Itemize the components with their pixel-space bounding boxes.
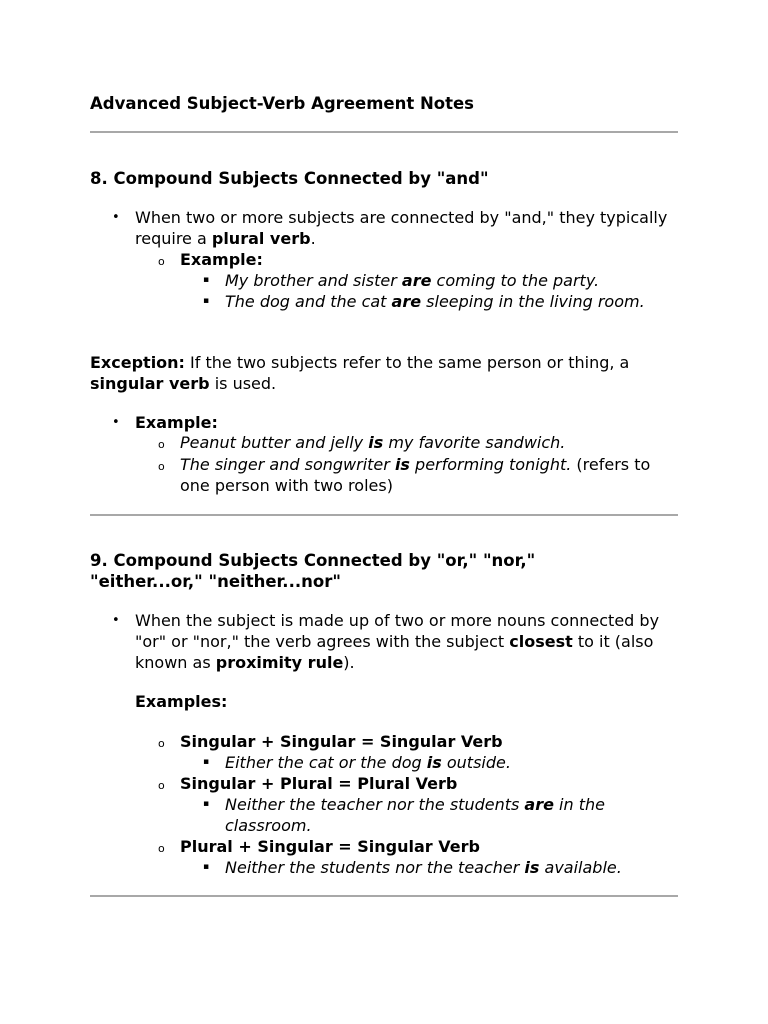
text-fragment: is bbox=[368, 433, 384, 452]
text-fragment: ). bbox=[343, 653, 355, 672]
bullet-marker: o bbox=[158, 842, 165, 855]
text-fragment: outside. bbox=[441, 753, 511, 772]
case-label bbox=[180, 731, 680, 752]
text-fragment: to it (also known as bbox=[135, 632, 654, 672]
text-fragment: are bbox=[391, 292, 422, 311]
bullet-marker: • bbox=[112, 415, 120, 430]
text-fragment: When the subject is made up of two or more nouns connected by "or" or "nor," the verb agrees with the subject bbox=[135, 611, 660, 651]
text-fragment: closest bbox=[509, 632, 573, 651]
text-fragment: coming to the party. bbox=[431, 271, 600, 290]
bullet-marker: ▪ bbox=[203, 862, 210, 872]
bullet-marker: o bbox=[158, 255, 165, 268]
text-fragment: Singular + Singular = Singular Verb bbox=[180, 732, 503, 751]
divider bbox=[90, 895, 678, 897]
text-fragment: Neither the students nor the teacher bbox=[225, 858, 525, 877]
text-fragment: available. bbox=[539, 858, 622, 877]
text-fragment: my favorite sandwich. bbox=[383, 433, 566, 452]
text-fragment: The dog and the cat bbox=[225, 292, 392, 311]
text-fragment: Example: bbox=[135, 413, 218, 432]
text-fragment: are bbox=[401, 271, 432, 290]
text-fragment: Peanut butter and jelly bbox=[180, 433, 369, 452]
example-label bbox=[135, 412, 680, 433]
example-sentence bbox=[225, 291, 680, 312]
bullet-marker: o bbox=[158, 438, 165, 451]
text-fragment: singular verb bbox=[90, 374, 210, 393]
bullet-marker: • bbox=[112, 210, 120, 225]
example-sentence bbox=[180, 432, 680, 453]
text-fragment: My brother and sister bbox=[225, 271, 402, 290]
bullet-marker: o bbox=[158, 737, 165, 750]
example-sentence bbox=[225, 857, 680, 878]
text-fragment: Example: bbox=[180, 250, 263, 269]
text-fragment: proximity rule bbox=[215, 653, 344, 672]
case-label bbox=[180, 836, 680, 857]
example-sentence bbox=[225, 794, 680, 836]
bullet-marker: ▪ bbox=[203, 275, 210, 285]
section-9-heading: 9. Compound Subjects Connected by "or," "nor," "either...or," "neither...nor" bbox=[90, 551, 536, 591]
text-fragment: performing tonight. bbox=[409, 455, 572, 474]
text-fragment: Either the cat or the dog bbox=[225, 753, 427, 772]
text-fragment: is bbox=[524, 858, 540, 877]
text-fragment: Neither the teacher nor the students bbox=[225, 795, 525, 814]
text-fragment: is used. bbox=[209, 374, 277, 393]
example-sentence bbox=[225, 270, 680, 291]
bullet-marker: ▪ bbox=[203, 296, 210, 306]
text-fragment: plural verb bbox=[211, 229, 311, 248]
examples-label bbox=[135, 691, 680, 712]
text-fragment: If the two subjects refer to the same person or thing, a bbox=[184, 353, 630, 372]
exception-paragraph bbox=[90, 352, 680, 394]
text-fragment: are bbox=[524, 795, 554, 814]
bullet-marker: ▪ bbox=[203, 757, 210, 767]
text-fragment: sleeping in the living room. bbox=[421, 292, 645, 311]
case-label bbox=[180, 773, 680, 794]
section-9-rule bbox=[135, 610, 680, 673]
text-fragment: Singular + Plural = Plural Verb bbox=[180, 774, 458, 793]
text-fragment: The singer and songwriter bbox=[180, 455, 395, 474]
text-fragment: When two or more subjects are connected by "and," they typically require a bbox=[135, 208, 668, 248]
example-label bbox=[180, 249, 680, 270]
section-8-heading: 8. Compound Subjects Connected by "and" bbox=[90, 169, 489, 188]
text-fragment: is bbox=[426, 753, 442, 772]
bullet-marker: o bbox=[158, 779, 165, 792]
example-sentence bbox=[225, 752, 680, 773]
page-title: Advanced Subject-Verb Agreement Notes bbox=[90, 94, 475, 113]
bullet-marker: o bbox=[158, 460, 165, 473]
example-sentence bbox=[180, 454, 680, 496]
divider bbox=[90, 131, 678, 133]
text-fragment: Exception: bbox=[90, 353, 185, 372]
divider bbox=[90, 514, 678, 516]
text-fragment: Plural + Singular = Singular Verb bbox=[180, 837, 480, 856]
section-8-rule bbox=[135, 207, 680, 249]
text-fragment: is bbox=[394, 455, 410, 474]
text-fragment: in the classroom. bbox=[225, 795, 605, 835]
text-fragment: . bbox=[310, 229, 316, 248]
bullet-marker: ▪ bbox=[203, 799, 210, 809]
bullet-marker: • bbox=[112, 613, 120, 628]
text-fragment: Examples: bbox=[135, 692, 228, 711]
text-fragment: (refers to one person with two roles) bbox=[180, 455, 651, 495]
